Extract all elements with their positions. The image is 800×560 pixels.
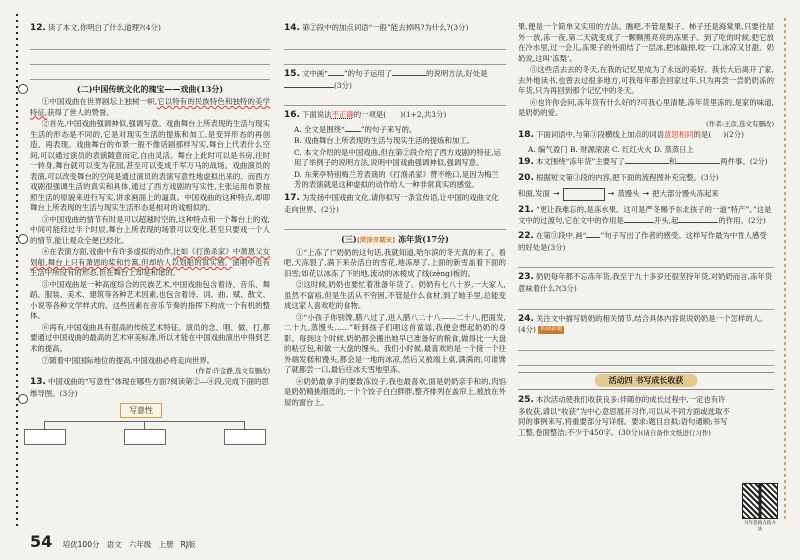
question-score: (4分) (142, 23, 161, 32)
option-d[interactable]: D. 东莱亭特别梅兰芳表演的《打渔杀家》赞不绝口,是因为梅兰芳的表演就是这种虚拟的动作给人一种非常真实的感觉。 (294, 169, 499, 190)
option-c[interactable]: C. 本文介绍的是中国戏曲,但在第②段介绍了西方戏剧的特征,运用了举例子的说明方法,说明中国戏曲强调神似,强调写意。 (294, 147, 501, 168)
binding-hole-icon (18, 84, 28, 94)
mind-map-root: 写意性 (120, 403, 162, 418)
flow-chart (518, 188, 774, 201)
answer-blank[interactable] (625, 163, 669, 164)
passage-source: (作者:许金静,选文有删改) (195, 367, 270, 376)
question-15: 15. 文中画“ ”的句子运用了 的说明方法,好处是(3分) (284, 68, 488, 90)
qr-code[interactable] (742, 483, 778, 534)
flow-step-3: 把大部分馒头冻起来 (652, 188, 719, 198)
answer-blank[interactable] (392, 75, 426, 76)
mind-map-answer-box[interactable] (24, 429, 66, 445)
answer-line[interactable] (30, 68, 270, 80)
mind-map-connector (244, 421, 245, 429)
question-number: 25. (518, 394, 534, 405)
question-16: 16. 下面说法不正确的一项是( )(1+2,共3分) (284, 110, 447, 121)
answer-line[interactable] (284, 218, 506, 230)
book-title: 培优100分 (62, 540, 100, 550)
question-score: (30分) (618, 427, 641, 437)
story-paragraph-6: ⑥也许你会问,冻年货有什么好的?可我心里清楚,冻年货里冻的,是家的味道,是奶奶的爱。 (518, 97, 774, 118)
question-number: 21. (518, 204, 534, 215)
question-score: (3分) (547, 242, 566, 252)
question-20: 20. 根据短文第③段的内容,把下面的流程图补充完整。(3分) (518, 172, 719, 183)
question-18-options[interactable]: A. 编气盈门 B. 财源滚滚 C. 红红火火 D. 蒸蒸日上 (528, 144, 694, 154)
answer-line[interactable] (30, 38, 270, 50)
question-12 (30, 22, 270, 35)
question-number: 17. (284, 192, 300, 203)
story-paragraph-continued: 果,便是一个简单又实用的方法。瞧吧,不管是梨子、柿子还是海棠果,只要往屋外一放,冻一夜,第二天就变成了一颗颗黑亮亮的冻果子。到了吃的时候,把它放在冷水里,过一会儿,冻果子的外面结了一层冰,把冰敲掉,咬一口,冰凉又甘甜。奶奶说,这叫‘冻梨’。 (518, 22, 774, 63)
underline-mark (586, 237, 600, 238)
question-number: 12. (30, 23, 46, 33)
option-b[interactable]: B. 戏曲舞台上所表现的生活与现实生活的提炼和加工。 (294, 136, 475, 146)
flow-step-2: 蒸馒头 (617, 188, 640, 198)
passage-paragraph-3: ③中国戏曲的情节有时是可以超越时空的,这种特点和一个舞台上的戏,中间可能经过半个时辰,舞台上所表现的场景可以变化,甚至只要戏一个人的情节,能让观众全便已经化。 (30, 214, 270, 245)
mind-map-connector (144, 421, 145, 429)
question-14 (284, 22, 506, 35)
subject: 语文 (106, 540, 122, 550)
question-number: 14. (284, 23, 300, 33)
question-score: (1+2,共3分) (403, 110, 447, 120)
flow-answer-box[interactable] (563, 188, 605, 201)
question-number: 24. (518, 313, 534, 324)
answer-line[interactable] (284, 38, 506, 50)
question-score: (3分) (700, 172, 719, 182)
question-score: (2分) (747, 216, 766, 226)
question-number: 16. (284, 110, 300, 121)
mind-map-connector (44, 421, 45, 429)
column-left (30, 22, 270, 536)
answer-line[interactable] (30, 53, 270, 65)
column-right (518, 22, 777, 536)
question-text: 为发扬中国戏曲文化,请你拟写一条宣传语,让中国的戏曲文化走向世界。 (284, 192, 499, 214)
answer-blank[interactable] (676, 163, 720, 164)
answer-line[interactable] (284, 94, 506, 106)
story-source: (作者:王彦,选文有删改) (706, 119, 774, 128)
question-number: 23. (518, 272, 534, 283)
passage-paragraph-4: ④在表演方面,戏曲中有许多虚拟的动作,比如《打渔杀家》中萧恩父女划船,舞台上只有萧恩的桨和竹篙,但却给人以划船的真实感。演唱中也有生活中所没有的形态,但在舞台上却是和谐的。 (30, 247, 270, 278)
question-13 (30, 376, 270, 399)
question-number: 18. (518, 129, 534, 140)
binding-dash-line (6, 14, 22, 526)
answer-line[interactable] (518, 256, 774, 268)
question-number: 22. (518, 230, 534, 241)
mind-map (30, 403, 270, 449)
answer-line[interactable] (284, 53, 506, 65)
passage-paragraph-5: ⑤中国戏曲是一种高度综合的民族艺术,中国戏曲包含着诗、音乐、舞蹈、服装、美术、建筑等各种艺术因素,也包含着诗、词、曲、赋、散文、小说等各种文学样式的。这些因素在音乐节奏的指挥下构成一个有机的整体。 (30, 279, 270, 321)
story-paragraph-3: ③“小孩子你别馋,腊八过了,进入腊八二十八——二十八,把面发,二十九,蒸馒头……”听到孩子们唱这首童谣,我便会想起奶奶的身影。每到这个时候,奶奶都会搬出她早已准备好的粮食,做得比一大盘的粘豆包,和做一大盘的馒头。我们小时候,最喜欢的是一个接一个往外端发糕和馒头,都会是一地的冰凉,然后又被端上桌,满满的,可谁馋了就都尝一口,最后往冰天雪地里冻。 (284, 312, 506, 375)
activity-title: 活动四 书写成长收获 (595, 374, 698, 387)
arrow-right-icon: → (552, 189, 560, 199)
story-paragraph-5: ⑤这些活去去的冬天,在我的记忆里成为了永远的美好。我长大后离开了家,去外地读书,也曾去过很多地方,可我每年都会回家过年,只为再尝一尝奶奶冻的年货,只为再回到那个记忆中的冬天。 (518, 65, 774, 96)
story-paragraph-4: ④奶奶最拿手的要数冻饺子,我也最喜欢,面是奶奶亲手和的,肉馅是奶奶精挑细选的,一个个饺子白白胖胖,整齐排列在盖帘上,被放在外屋的窗台上。 (284, 376, 506, 407)
answer-line[interactable] (518, 339, 774, 351)
binding-hole-icon (18, 234, 28, 244)
flow-step-1: 和面,发面 (518, 188, 550, 198)
passage-paragraph-1: ①中国戏曲在世界剧坛上独树一帜,它以特有的民族特色和独特的美学特征,获得了世人的赞誉。 (30, 97, 270, 117)
page-footer (30, 531, 196, 554)
section-2-title: (二)中国传统文化的瑰宝——戏曲(13分) (76, 83, 224, 94)
margin-dash-line (784, 18, 786, 520)
question-score: (2分) (726, 129, 744, 139)
option-a[interactable]: A. 全文是围绕“ ”的句子来写的。 (294, 124, 417, 134)
grade: 六年级 (128, 540, 152, 550)
passage-paragraph-2: ②首先,中国戏曲强调神似,强调写意。戏曲舞台上所表现的生活与现实生活的形态是不同的,它是对现实生活的提炼和加工,是变异形态的再创造、再表现。戏曲舞台的布景一般不像话剧那样写实,舞台上代表什么空间,可以通过演员的表演随意而定,自由灵活。舞台上此时可以是书房,往时一转身,舞台就可以变为花园,甚至可以变成千军万马的战场。戏曲演员的表演,可以改变舞台的空间是通过演员的表演写意性地虚拟出来的。而西方戏剧很强调生活的真实和具体,通过了西方戏剧的写实性,主张运用布景按照生活的原貌来进行写实,讲求画面上的逼真。中国戏曲的这种特点,却即舞台上所表现的生活与现实生活形态是相对的戏相似的。 (30, 119, 270, 213)
answer-line[interactable] (518, 298, 774, 310)
question-17 (284, 192, 506, 215)
question-23: 23. 奶奶每年都不忘冻年货,我至于九十多岁还很坚持年货,对奶奶而言,冻年货意味着什么?(3分) (518, 272, 773, 293)
question-score: (2分) (749, 157, 768, 167)
question-22: 22. 在第③段中,画“ ”句子写出了作者的感受。这样写作最为中肯人感受的好处是(3分) (518, 230, 767, 252)
passage-paragraph-6: ⑥再有,中国戏曲具有很高的传统艺术特征。演员的念、唱、做、打,都要通过中国戏曲的最高的艺术审美标准,所以才能在中国戏曲演出中得到艺术的提高。 (30, 322, 270, 353)
question-score: (3分) (59, 389, 78, 398)
activity-banner (518, 372, 774, 390)
mind-map-answer-box[interactable] (224, 429, 266, 445)
answer-blank[interactable] (284, 87, 334, 88)
story-paragraph-1: ①“上冻了!”奶奶的这句话,我就知道,哈尔滨的冬天真的来了。看吧,天冻裂了,满下来杂活白的雪花,地冻厚了,上面的新雪盖着下面的旧雪;如花以冰冻了下的地,流动的冰棱成了线(zèng)板的。 (284, 247, 506, 278)
edition: RJ版 (180, 540, 196, 550)
question-number: 20. (518, 172, 534, 183)
question-number: 15. (284, 68, 300, 79)
mind-map-answer-box[interactable] (124, 429, 166, 445)
answer-blank[interactable] (678, 222, 718, 223)
arrow-right-icon: → (642, 189, 650, 199)
new-question-badge: 拓展新题 (540, 326, 563, 333)
question-number: 19. (518, 157, 534, 168)
question-score: (2分) (320, 204, 339, 214)
page-number: 54 (30, 532, 53, 552)
answer-line[interactable] (518, 354, 774, 366)
qr-code-icon (742, 483, 778, 519)
story-paragraph-2: ②这时候,奶奶也要忙着准备年货了。奶奶有七八十岁,一大家人,虽然不富裕,但是生活从不穷困,不管是什么食材,到了她手里,总能变成这家人喜欢吃的食物。 (284, 280, 506, 311)
question-text: 读了本文,你明白了什么道理? (47, 23, 143, 32)
question-number: 13. (30, 377, 46, 388)
question-score: (3分) (450, 23, 469, 32)
question-score: (4分) (518, 325, 536, 335)
question-25: 25. 本次活动使我们收获良多:伴随你的成长过程中,一定也有许多收获,请以“收获”为中心意思展开习作,可以从不同方面或选取不同的事例来写,将重要部分写详细。要求:题目自拟;语句通顺;书写工整,卷面整洁;不少于450字。(30分)(请自备作文纸进行习作) (518, 394, 730, 437)
column-middle (284, 22, 506, 536)
question-24: 24. 关注文中描写奶奶的相关情节,结合具体内容说说奶奶是一个怎样的人。(4分) 拓展新题 (518, 313, 768, 335)
underline-mark (328, 75, 344, 76)
question-score: (3分) (558, 284, 577, 293)
qr-label: 习作思路点拨方法 (743, 520, 777, 533)
passage-paragraph-7: ⑦随着中国国际地位的提高,中国戏曲必将走向世界。 (41, 355, 215, 365)
question-21: 21. “更让我难忘的,是冻水果。这可是严冬赐予东北孩子的一道“特产”。”这是文中的过渡句,它在文中的作用是 开头,起 的作用。(2分) (518, 204, 772, 226)
question-score: (3分) (334, 80, 352, 90)
binding-hole-icon (18, 394, 28, 404)
question-text: 中国戏曲的“写意性”体现在哪些方面?阅读第②—④段,完成下面的思维导图。 (30, 377, 269, 398)
question-18: 18. 下面词语中,与第③段横线上加点的词语意思相同的是( )(2分) (518, 129, 744, 140)
term: 上册 (158, 540, 174, 550)
section-3-title: (三)[菏泽市期末] 冻年货(17分) (341, 234, 449, 245)
question-text: 第②段中的加点词语“一般”能去掉吗?为什么? (301, 23, 451, 32)
answer-blank[interactable] (624, 222, 654, 223)
question-19: 19. 本文围绕“冻年货”主要写了 和 两件事。(2分) (518, 157, 768, 168)
arrow-right-icon: → (607, 189, 615, 199)
